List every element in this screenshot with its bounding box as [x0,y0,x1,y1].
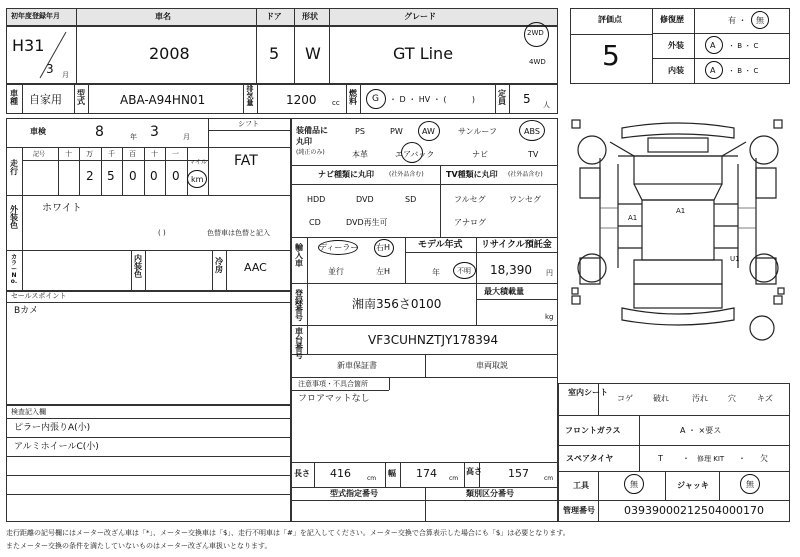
color-paren: ( ) [158,229,166,237]
car-diagram [562,108,794,376]
color-note: 色替車は色替と記入 [207,229,270,237]
seat-opt: キズ [757,394,773,403]
equip-item: PS [355,127,365,136]
repair-options: 有 ・ [728,16,747,25]
jack-value: 無 [746,480,754,489]
cc-unit: cc [332,99,340,107]
inspection-label: 車検 [30,127,46,136]
equip-item: AW [422,127,435,136]
inspection-year-unit: 年 [130,133,137,141]
interior-color-label: 内装色 [134,254,142,279]
registration-value: 湘南356さ0100 [352,297,442,311]
meter-value: 03939000212504000170 [624,504,764,517]
spare-opt: 修理 KIT [697,455,725,463]
tools-value: 無 [630,480,638,489]
header-row [6,8,558,26]
recycle-value: 18,390 [490,263,532,277]
recycle-yen: 円 [546,269,553,277]
kg-unit: kg [545,313,554,321]
interior-grade-label: 内装 [668,66,684,75]
unit-label: 百 [129,150,136,158]
equip-item: ナビ [472,150,488,159]
diagram-mark-a1-center: A1 [676,207,686,215]
mileage-digit: 2 [86,169,94,183]
navi-sub: (社外品含む) [389,171,424,178]
notes-label: 注意事項・不具合箇所 [298,380,368,388]
mileage-digit: 5 [107,169,115,183]
chassis-label: 車台番号 [295,327,303,360]
model-value: ABA-A94HN01 [120,93,206,107]
seat-opt: 破れ [653,394,669,403]
color-no-label: カラーNo. [10,254,18,285]
fuel-options: ・ D ・ HV ・ ( ) [389,95,476,104]
mile-label: マイル [189,159,207,166]
diagram-mark-a1-left: A1 [628,214,638,222]
seat-opt: 汚れ [692,394,708,403]
mileage-digit: 0 [150,169,158,183]
seat-opt: 穴 [728,394,736,403]
tv-item: アナログ [454,218,486,227]
new-car-warranty: 新車保証書 [337,361,377,370]
use-value: 自家用 [29,93,62,106]
check-item: ピラー内張りA(小) [14,423,91,433]
vehicle-manual: 車両取説 [476,361,508,370]
notes-value: フロアマットなし [298,394,370,404]
max-load-label: 最大積載量 [484,287,524,296]
exterior-color-label: 外装色 [10,205,18,230]
capacity-unit: 人 [543,101,550,109]
displacement-label: 排気量 [246,85,254,107]
right-bottom-table [558,383,790,522]
class-no-label: 類別区分番号 [466,489,514,498]
door-label: ドア [266,12,282,21]
equip-label-3: (純正のみ) [296,149,325,156]
glass-options: A ・ ×要ス [680,426,722,435]
sales-point-value: Bカメ [14,306,39,316]
repair-label: 修復歴 [660,15,684,24]
equip-item: 本革 [352,150,368,159]
type-cert-label: 型式指定番号 [330,489,378,498]
dealer-label: ディーラー [319,243,359,252]
exterior-bc: ・ B ・ C [728,42,759,50]
check-label: 検査記入欄 [11,408,46,416]
diagram-mark-u1: U1 [730,255,740,263]
shape-value: W [305,44,321,63]
grade-value: GT Line [393,44,454,63]
fuel-label: 燃料 [349,89,357,106]
kigo-label: 記号 [33,151,46,158]
first-reg-label: 初年度登録年月 [11,12,60,20]
import-label: 輸入車 [295,243,303,268]
inspection-month-unit: 月 [183,133,190,141]
navi-item: DVD [356,195,374,204]
unit-label: 十 [151,150,158,158]
chassis-value: VF3CUHNZTJY178394 [368,333,499,347]
shift-label: シフト [238,120,259,128]
tv-sub: (社外品含む) [508,171,543,178]
capacity-value: 5 [523,92,531,106]
km-label: km [191,175,204,184]
length-unit: cm [367,475,377,482]
navi-label: ナビ種類に丸印 [318,170,374,179]
mileage-digit: 0 [172,169,180,183]
equip-item: エアバック [395,150,435,159]
unit-label: 万 [86,150,93,158]
tv-label: TV種類に丸印 [446,170,498,179]
meter-label: 管理番号 [563,506,595,515]
shape-label: 形状 [302,12,318,21]
seat-label: 室内シート [568,388,608,397]
score-value: 5 [602,39,620,72]
registration-label: 登録番号 [295,289,303,322]
car-name-value: 2008 [149,44,190,63]
sales-point-box [6,291,291,405]
drive-2wd: 2WD [527,29,544,37]
footnote-1: 走行距離の記号欄にはメーター改ざん車は「*」、メーター交換車は「$」、走行不明車は「#」を記入してください。メーター交換で合算表示した場合にも「$」は必要となります。 [6,529,570,537]
exterior-color-value: ホワイト [42,203,82,214]
displacement-value: 1200 [286,93,317,107]
exterior-grade-label: 外装 [668,41,684,50]
exterior-a: A [710,41,716,50]
unit-label: 十 [65,150,72,158]
navi-item: CD [309,218,321,227]
header-values-row [6,26,558,84]
spare-opt: 欠 [760,454,768,463]
height-value: 157 [508,467,529,480]
equip-item: ABS [524,127,540,136]
check-item: アルミホイールC(小) [14,442,99,452]
ac-value: AAC [244,261,267,274]
inspection-month: 3 [150,124,159,140]
jack-label: ジャッキ [677,481,709,490]
reg-year: H31 [12,36,45,55]
footnote-2: またメーター交換の条件を満たしていないものはメーター改ざん車扱いとなります。 [6,542,272,550]
spare-opt: ・ [738,454,746,463]
inspection-year: 8 [95,124,104,140]
length-value: 416 [330,467,351,480]
vehicle-type-label: 車種 [10,89,18,106]
navi-item: DVD再生可 [346,218,388,227]
door-value: 5 [269,44,280,63]
tv-item: ワンセグ [509,195,541,204]
model-year-label: モデル年式 [418,240,463,250]
equip-item: TV [528,150,539,159]
drive-4wd: 4WD [529,58,546,66]
unit-label: 一 [172,150,179,158]
unknown-label: 不明 [457,267,471,275]
car-name-label: 車名 [155,12,171,21]
capacity-label: 定員 [498,89,506,106]
mileage-label: 走行 [10,159,18,176]
seat-opt: コゲ [617,394,633,403]
model-year-unit: 年 [432,268,440,277]
reg-month-unit: 月 [62,71,69,79]
mileage-digit: 0 [129,169,137,183]
fuel-g: G [372,94,379,104]
spare-opt: ・ [682,454,690,463]
score-label: 評価点 [598,15,622,24]
navi-item: HDD [307,195,326,204]
parallel-label: 並行 [328,267,344,276]
ac-label: 冷房 [215,257,223,274]
equip-item: PW [390,127,403,136]
model-label: 型式 [77,89,85,106]
tv-item: フルセグ [454,195,486,204]
unit-label: 千 [108,150,115,158]
spare-label: スペアタイヤ [566,454,614,463]
grade-label: グレード [404,12,436,21]
recycle-label: リサイクル預託金 [481,240,552,250]
reg-month: 3 [46,62,54,76]
equip-label-2: 丸印 [296,137,312,146]
right-h: 右H [376,243,391,252]
navi-item: SD [405,195,417,204]
equip-label-1: 装備品に [296,126,328,135]
tools-label: 工具 [573,481,589,490]
shift-value: FAT [234,153,258,169]
repair-none: 無 [756,16,764,25]
width-unit: cm [449,475,459,482]
width-value: 174 [416,467,437,480]
spare-opt: T [658,454,663,463]
width-label: 幅 [388,469,396,478]
height-unit: cm [544,475,554,482]
sales-point-label: セールスポイント [11,292,67,300]
equip-item: サンルーフ [458,127,497,136]
height-label: 高さ [466,467,482,476]
left-h: 左H [376,267,391,276]
glass-label: フロントガラス [565,426,621,435]
interior-a: A [710,66,716,75]
interior-bc: ・ B ・ C [728,67,759,75]
length-label: 長さ [294,469,310,478]
